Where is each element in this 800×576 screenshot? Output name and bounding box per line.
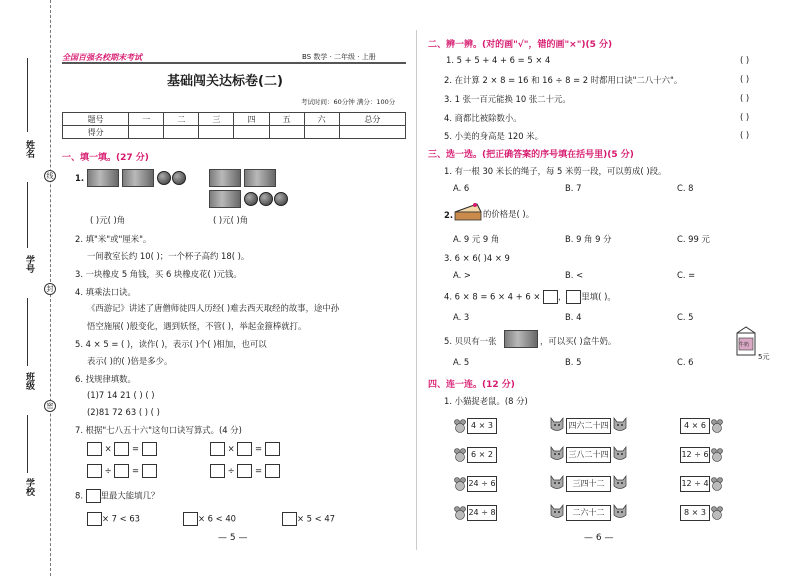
binding-mark-2: 封 xyxy=(44,283,56,295)
score-input-cell[interactable] xyxy=(234,126,269,139)
banknote-image xyxy=(209,169,241,187)
mouse-icon xyxy=(711,419,723,433)
binding-mark-1: 线 xyxy=(44,170,56,182)
score-cell: 得分 xyxy=(63,126,129,139)
header-rule xyxy=(62,62,406,64)
cat-icon xyxy=(549,445,565,463)
mc-question-3[interactable]: 3. 6 × 6( )4 × 9 xyxy=(444,253,510,263)
score-table xyxy=(62,112,406,139)
q7-equation-2[interactable]: × = xyxy=(210,442,280,456)
mc-option[interactable]: B. 7 xyxy=(565,183,582,193)
q2-text: 2. 填"米"或"厘米"。 xyxy=(75,234,152,244)
score-input-cell[interactable] xyxy=(339,126,405,139)
section-1-title: 一、填一填。(27 分) xyxy=(62,153,149,163)
score-input-cell[interactable] xyxy=(269,126,304,139)
mouse-icon xyxy=(711,506,723,520)
mouse-icon xyxy=(454,477,466,491)
match-right-card[interactable]: 4 × 6 xyxy=(680,418,710,434)
judge-item-2: 2. 在计算 2 × 8 = 16 和 16 ÷ 8 = 2 时都用口诀"二八十六"。 xyxy=(444,75,683,85)
mc-option[interactable]: B. 5 xyxy=(565,357,582,367)
mc-option[interactable]: B. 4 xyxy=(565,312,582,322)
score-cell: 题号 xyxy=(63,113,129,126)
mc-question-5-tail[interactable]: ，可以买( )盒牛奶。 xyxy=(540,336,617,346)
mc-question-2[interactable]: 的价格是( )。 xyxy=(483,209,535,219)
class-field[interactable] xyxy=(27,298,28,366)
mc-question-2-number: 2. xyxy=(444,210,454,220)
judge-answer-5[interactable]: ( ) xyxy=(740,130,750,140)
judge-answer-4[interactable]: ( ) xyxy=(740,112,750,122)
mouse-icon xyxy=(454,506,466,520)
score-input-cell[interactable] xyxy=(129,126,164,139)
mc-option[interactable]: C. 5 xyxy=(677,312,694,322)
school-field[interactable] xyxy=(27,415,28,473)
name-label: 姓名 xyxy=(24,140,34,158)
match-right-card[interactable]: 8 × 3 xyxy=(680,505,710,521)
q4-line-2[interactable]: 悟空施展( )般变化，遇到妖怪，不管( )，举起金箍棒就打。 xyxy=(87,321,307,331)
score-cell: 六 xyxy=(304,113,339,126)
mc-question-1[interactable]: 1. 有一根 30 米长的绳子，每 5 米剪一段，可以剪成( )段。 xyxy=(444,166,667,176)
mouse-icon xyxy=(454,448,466,462)
coin-image xyxy=(274,192,288,206)
section-4-title: 四、连一连。(12 分) xyxy=(428,380,515,390)
mouse-icon xyxy=(454,419,466,433)
school-label: 学校 xyxy=(24,478,34,496)
banknote-image xyxy=(504,330,538,348)
score-cell: 一 xyxy=(129,113,164,126)
match-middle-card[interactable]: 三八二十四 xyxy=(566,447,611,463)
judge-item-1: 1. 5 + 5 + 4 + 6 = 5 × 4 xyxy=(446,55,551,65)
q2-line[interactable]: 一间教室长约 10( )；一个杯子高约 18( )。 xyxy=(87,251,250,261)
mc-option[interactable]: C. 8 xyxy=(677,183,694,193)
cat-icon xyxy=(612,503,628,521)
milk-price: 5元 xyxy=(758,353,770,361)
mc-option[interactable]: B. 9 角 9 分 xyxy=(565,234,612,244)
coin-image xyxy=(259,192,273,206)
judge-item-5: 5. 小美的身高是 120 米。 xyxy=(444,131,543,141)
coin-image xyxy=(244,192,258,206)
q6-text: 6. 找规律填数。 xyxy=(75,374,136,384)
mc-option[interactable]: A. 3 xyxy=(453,312,470,322)
mc-option[interactable]: A. 5 xyxy=(453,357,470,367)
cat-icon xyxy=(612,445,628,463)
milk-carton-label: 牛奶 xyxy=(739,342,750,348)
mc-question-4[interactable]: 4. 6 × 8 = 6 × 4 + 6 × ， 里填( )。 xyxy=(444,290,616,304)
score-cell: 三 xyxy=(199,113,234,126)
q5-line-1[interactable]: 5. 4 × 5 = ( )，读作( )，表示( )个( )相加，也可以 xyxy=(75,339,267,349)
score-cell: 二 xyxy=(164,113,199,126)
page-number-right: — 6 — xyxy=(584,533,614,543)
cake-icon xyxy=(453,200,483,222)
time-and-score: 考试时间：60分钟 满分：100分 xyxy=(301,98,396,106)
match-left-card[interactable]: 4 × 3 xyxy=(467,418,497,434)
q1-answer-b[interactable]: ( )元( )角 xyxy=(213,215,249,225)
judge-answer-3[interactable]: ( ) xyxy=(740,93,750,103)
score-table-header-row xyxy=(63,113,406,126)
q4-text: 4. 填乘法口诀。 xyxy=(75,287,136,297)
q6-sequence-a[interactable]: (1)7 14 21 ( ) ( ) xyxy=(87,390,155,400)
score-table-score-row xyxy=(63,126,406,139)
score-input-cell[interactable] xyxy=(199,126,234,139)
score-cell: 五 xyxy=(269,113,304,126)
match-left-card[interactable]: 24 ÷ 8 xyxy=(467,505,497,521)
match-middle-card[interactable]: 三四十二 xyxy=(566,476,611,492)
judge-item-4: 4. 商都比被除数小。 xyxy=(444,113,522,123)
mc-option[interactable]: A. 9 元 9 角 xyxy=(453,234,500,244)
mouse-icon xyxy=(711,477,723,491)
page-number-left: — 5 — xyxy=(218,533,248,543)
page-title: 基础闯关达标卷(二) xyxy=(167,74,283,89)
score-input-cell[interactable] xyxy=(164,126,199,139)
q6-sequence-b[interactable]: (2)81 72 63 ( ) ( ) xyxy=(87,407,160,417)
mc-option[interactable]: C. 6 xyxy=(677,357,694,367)
mc-question-5[interactable]: 5. 贝贝有一张 xyxy=(444,336,497,346)
q4-line-1[interactable]: 《西游记》讲述了唐僧师徒四人历经( )难去西天取经的故事，途中孙 xyxy=(87,303,340,313)
q8-text: 8. 里最大能填几？ xyxy=(75,489,159,503)
score-input-cell[interactable] xyxy=(304,126,339,139)
match-middle-card[interactable]: 二六十二 xyxy=(566,505,611,521)
subject-meta: BS 数学 · 二年级 · 上册 xyxy=(302,53,376,61)
student-number-field[interactable] xyxy=(27,182,28,248)
section-3-title: 三、选一选。(把正确答案的序号填在括号里)(5 分) xyxy=(428,150,634,160)
binding-mark-3: 密 xyxy=(44,400,56,412)
mouse-icon xyxy=(711,448,723,462)
q7-equation-4[interactable]: ÷ = xyxy=(210,464,280,478)
section-2-title: 二、辨一辨。(对的画"√"，错的画"×")(5 分) xyxy=(428,40,613,50)
match-left-card[interactable]: 6 × 2 xyxy=(467,447,497,463)
coin-image xyxy=(172,171,186,185)
match-right-card[interactable]: 12 ÷ 4 xyxy=(680,476,710,492)
banknote-image xyxy=(87,169,119,187)
score-cell: 四 xyxy=(234,113,269,126)
cat-icon xyxy=(549,474,565,492)
q3-text[interactable]: 3. 一块橡皮 5 角钱，买 6 块橡皮花( )元钱。 xyxy=(75,269,242,279)
judge-answer-1[interactable]: ( ) xyxy=(740,55,750,65)
page-divider xyxy=(416,30,417,550)
judge-answer-2[interactable]: ( ) xyxy=(740,74,750,84)
matching-title: 1. 小猫捉老鼠。(8 分) xyxy=(444,396,528,406)
judge-item-3: 3. 1 张一百元能换 10 张二十元。 xyxy=(444,94,571,104)
q8-item-3[interactable]: × 5 < 47 xyxy=(282,512,335,526)
q8-item-1[interactable]: × 7 < 63 xyxy=(87,512,140,526)
score-cell: 总分 xyxy=(339,113,405,126)
banknote-image xyxy=(122,169,154,187)
mc-option[interactable]: A. > xyxy=(453,270,471,280)
mc-option[interactable]: C. = xyxy=(677,270,696,280)
match-middle-card[interactable]: 四六二十四 xyxy=(566,418,611,434)
name-field[interactable] xyxy=(27,58,28,132)
q7-equation-3[interactable]: ÷ = xyxy=(87,464,157,478)
q5-line-2[interactable]: 表示( )的( )倍是多少。 xyxy=(87,356,173,366)
banknote-image xyxy=(209,190,241,208)
series-label: 全国百强名校期末考试 xyxy=(62,53,142,62)
match-right-card[interactable]: 12 ÷ 6 xyxy=(680,447,710,463)
match-left-card[interactable]: 24 ÷ 6 xyxy=(467,476,497,492)
q7-equation-1[interactable]: × = xyxy=(87,442,157,456)
q7-text: 7. 根据"七八五十六"这句口诀写算式。(4 分) xyxy=(75,425,242,435)
q1-answer-a[interactable]: ( )元( )角 xyxy=(90,215,126,225)
banknote-image xyxy=(244,169,276,187)
class-label: 班级 xyxy=(24,372,34,390)
cat-icon xyxy=(612,416,628,434)
coin-image xyxy=(157,171,171,185)
q1-number: 1. xyxy=(75,173,85,183)
cat-icon xyxy=(549,416,565,434)
mc-option[interactable]: A. 6 xyxy=(453,183,470,193)
q8-item-2[interactable]: × 6 < 40 xyxy=(183,512,236,526)
mc-option[interactable]: C. 99 元 xyxy=(677,234,710,244)
mc-option[interactable]: B. < xyxy=(565,270,584,280)
student-number-label: 学号 xyxy=(24,255,34,273)
cat-icon xyxy=(549,503,565,521)
cat-icon xyxy=(612,474,628,492)
